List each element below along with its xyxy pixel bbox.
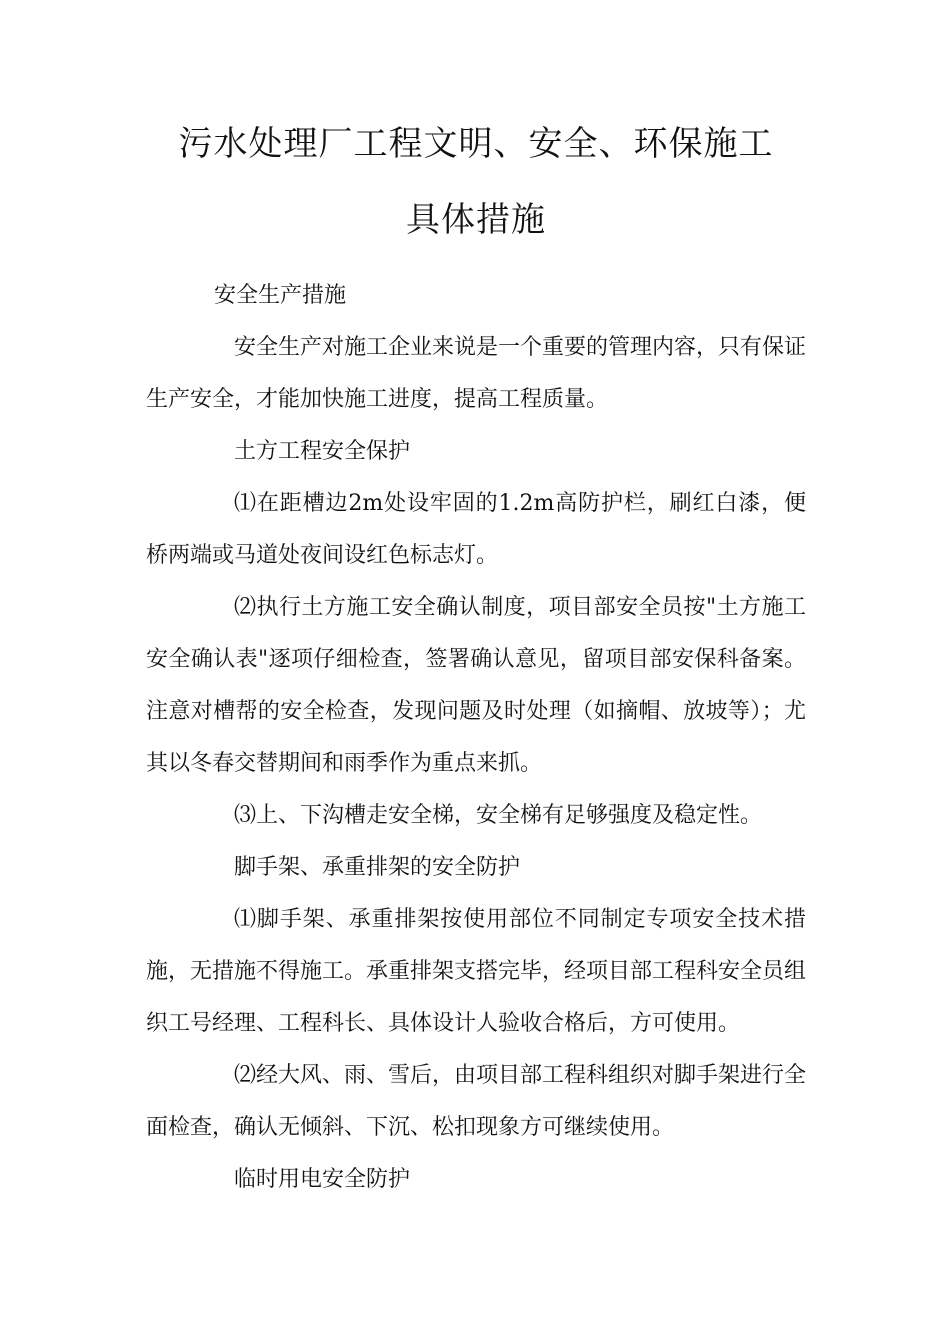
paragraph: ⑴脚手架、承重排架按使用部位不同制定专项安全技术措施，无措施不得施工。承重排架支搭完毕，经项目部工程科安全员组织工号经理、工程科长、具体设计人验收合格后，方可使用。	[146, 907, 807, 1036]
document-title-line-2: 具体措施	[406, 200, 546, 240]
section-heading: 临时用电安全防护	[234, 1167, 411, 1192]
paragraph: 安全生产对施工企业来说是一个重要的管理内容，只有保证生产安全，才能加快施工进度，提高工程质量。	[146, 335, 807, 412]
paragraph: ⑵执行土方施工安全确认制度，项目部安全员按"土方施工安全确认表"逐项仔细检查，签署确认意见，留项目部安保科备案。注意对槽帮的安全检查，发现问题及时处理（如摘帽、放坡等）；尤其以冬春交替期间和雨季作为重点来抓。	[146, 595, 806, 776]
section-heading: 土方工程安全保护	[234, 439, 411, 464]
paragraph: ⑴在距槽边2m处设牢固的1.2m高防护栏，刷红白漆，便桥两端或马道处夜间设红色标志灯。	[146, 491, 806, 568]
paragraph: ⑵经大风、雨、雪后，由项目部工程科组织对脚手架进行全面检查，确认无倾斜、下沉、松扣现象方可继续使用。	[146, 1063, 807, 1140]
document-title-line-1: 污水处理厂工程文明、安全、环保施工	[178, 124, 774, 164]
section-heading: 脚手架、承重排架的安全防护	[234, 855, 521, 880]
section-heading: 安全生产措施	[214, 283, 347, 308]
document-body	[146, 270, 806, 1206]
paragraph: ⑶上、下沟槽走安全梯，安全梯有足够强度及稳定性。	[234, 803, 763, 828]
